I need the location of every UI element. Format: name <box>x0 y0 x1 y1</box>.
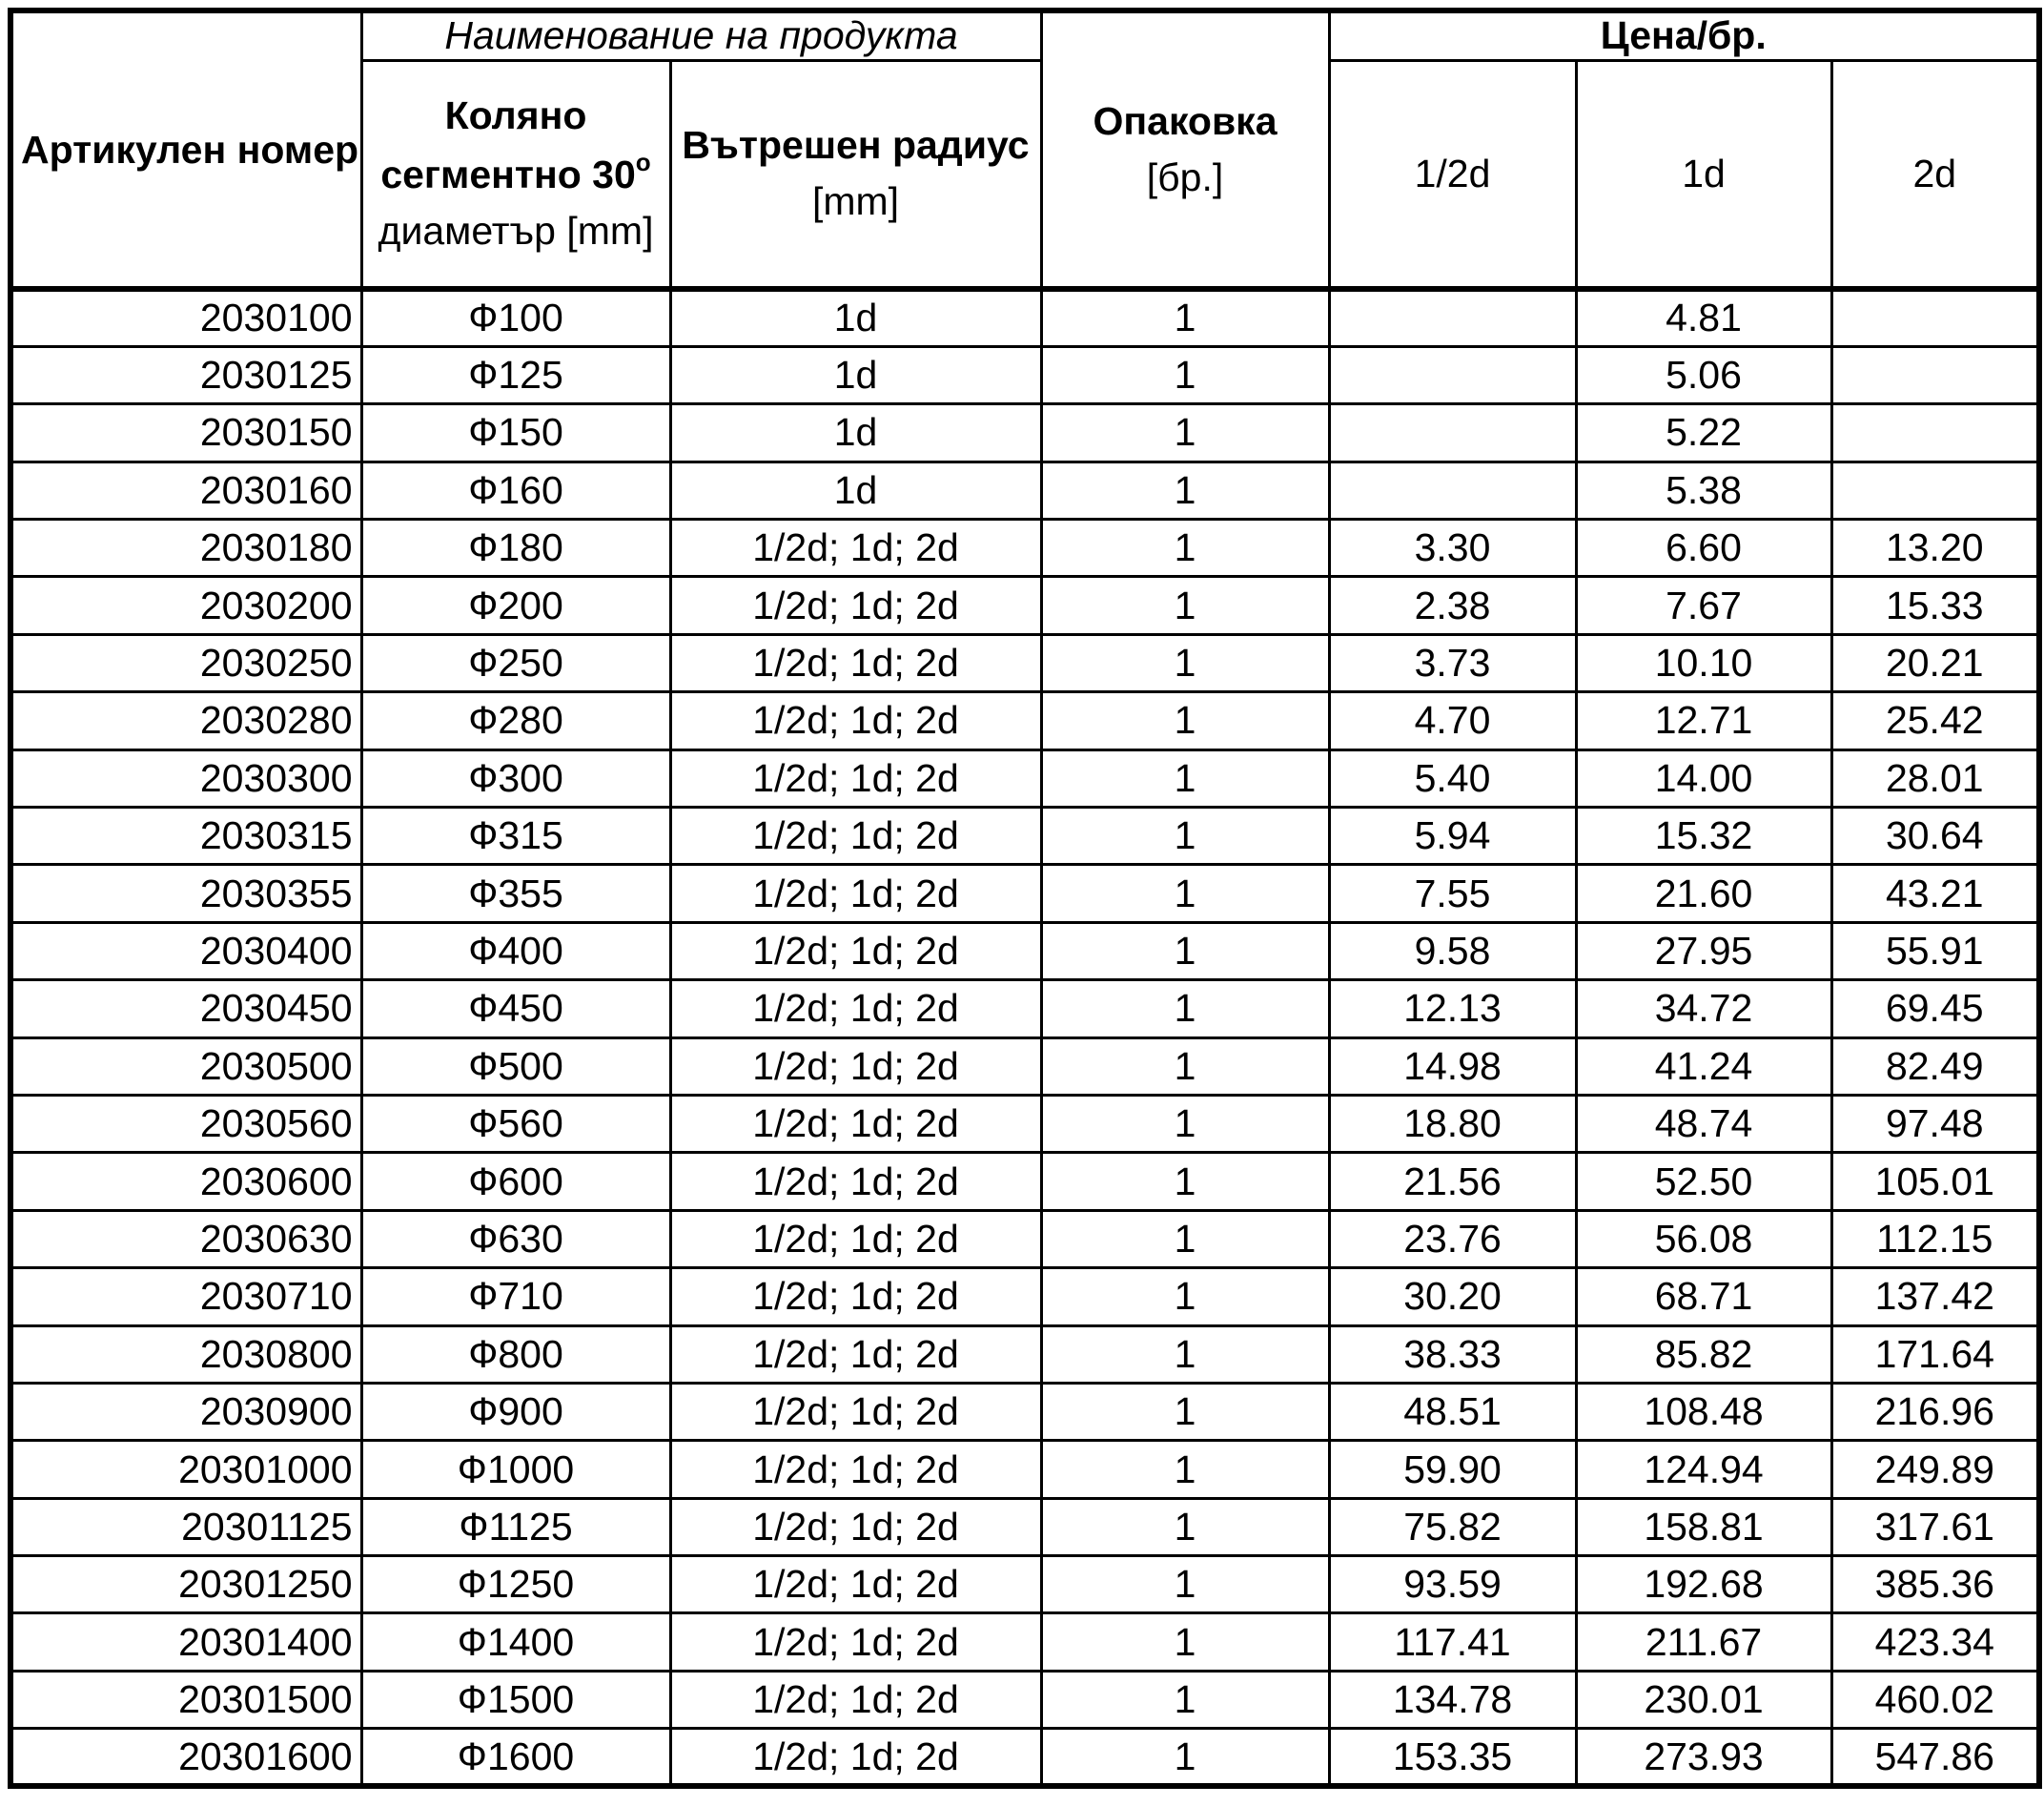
cell-article-number: 2030315 <box>10 808 361 865</box>
cell-price-2d <box>1831 462 2039 519</box>
cell-price-1d: 192.68 <box>1576 1556 1831 1613</box>
cell-price-2d: 69.45 <box>1831 980 2039 1037</box>
cell-diameter: Ф250 <box>361 634 670 691</box>
table-row <box>10 980 2039 1037</box>
cell-article-number: 20301000 <box>10 1441 361 1498</box>
cell-diameter: Ф450 <box>361 980 670 1037</box>
cell-inner-radius: 1d <box>670 289 1041 346</box>
cell-diameter: Ф200 <box>361 577 670 634</box>
cell-diameter: Ф400 <box>361 922 670 979</box>
cell-article-number: 2030710 <box>10 1268 361 1325</box>
cell-price-half-d: 38.33 <box>1329 1325 1576 1383</box>
cell-inner-radius: 1/2d; 1d; 2d <box>670 520 1041 577</box>
cell-diameter: Ф500 <box>361 1037 670 1095</box>
cell-price-1d: 6.60 <box>1576 520 1831 577</box>
cell-package: 1 <box>1041 865 1329 922</box>
cell-inner-radius: 1/2d; 1d; 2d <box>670 1210 1041 1267</box>
cell-diameter: Ф630 <box>361 1210 670 1267</box>
cell-diameter: Ф315 <box>361 808 670 865</box>
cell-price-2d: 13.20 <box>1831 520 2039 577</box>
cell-price-half-d <box>1329 289 1576 346</box>
header-product-name: Наименование на продукта <box>361 10 1041 60</box>
cell-price-1d: 27.95 <box>1576 922 1831 979</box>
cell-diameter: Ф150 <box>361 404 670 462</box>
header-price-1d: 1d <box>1576 60 1831 289</box>
cell-price-1d: 21.60 <box>1576 865 1831 922</box>
cell-price-2d: 30.64 <box>1831 808 2039 865</box>
cell-package: 1 <box>1041 1556 1329 1613</box>
cell-price-2d: 317.61 <box>1831 1498 2039 1555</box>
cell-inner-radius: 1/2d; 1d; 2d <box>670 1729 1041 1786</box>
cell-inner-radius: 1/2d; 1d; 2d <box>670 808 1041 865</box>
cell-article-number: 2030800 <box>10 1325 361 1383</box>
table-row <box>10 1153 2039 1210</box>
cell-price-2d: 547.86 <box>1831 1729 2039 1786</box>
table-row <box>10 1441 2039 1498</box>
cell-package: 1 <box>1041 1613 1329 1671</box>
header-price-per-piece: Цена/бр. <box>1329 10 2039 60</box>
cell-article-number: 2030450 <box>10 980 361 1037</box>
cell-inner-radius: 1/2d; 1d; 2d <box>670 1153 1041 1210</box>
cell-article-number: 2030300 <box>10 749 361 807</box>
table-row <box>10 922 2039 979</box>
table-row <box>10 1556 2039 1613</box>
cell-price-2d: 137.42 <box>1831 1268 2039 1325</box>
header-elbow-diameter <box>361 60 670 289</box>
cell-package: 1 <box>1041 808 1329 865</box>
cell-price-1d: 158.81 <box>1576 1498 1831 1555</box>
cell-price-2d: 20.21 <box>1831 634 2039 691</box>
cell-article-number: 2030160 <box>10 462 361 519</box>
cell-package: 1 <box>1041 346 1329 403</box>
cell-article-number: 2030200 <box>10 577 361 634</box>
cell-price-1d: 5.06 <box>1576 346 1831 403</box>
cell-diameter: Ф300 <box>361 749 670 807</box>
table-row <box>10 1383 2039 1440</box>
cell-diameter: Ф600 <box>361 1153 670 1210</box>
cell-package: 1 <box>1041 1268 1329 1325</box>
cell-diameter: Ф355 <box>361 865 670 922</box>
header-package-unit: [бр.] <box>1146 155 1224 199</box>
cell-inner-radius: 1/2d; 1d; 2d <box>670 922 1041 979</box>
cell-article-number: 2030600 <box>10 1153 361 1210</box>
cell-package: 1 <box>1041 692 1329 749</box>
cell-price-half-d: 93.59 <box>1329 1556 1576 1613</box>
table-row <box>10 289 2039 346</box>
table-row <box>10 1268 2039 1325</box>
price-table <box>8 8 2042 1789</box>
cell-inner-radius: 1d <box>670 462 1041 519</box>
header-elbow-label: Коляно <box>444 93 587 138</box>
header-package <box>1041 10 1329 289</box>
cell-article-number: 2030280 <box>10 692 361 749</box>
header-inner-radius-unit: [mm] <box>811 179 900 224</box>
cell-inner-radius: 1d <box>670 404 1041 462</box>
cell-price-2d: 55.91 <box>1831 922 2039 979</box>
table-row <box>10 1498 2039 1555</box>
cell-article-number: 2030630 <box>10 1210 361 1267</box>
cell-price-half-d: 48.51 <box>1329 1383 1576 1440</box>
cell-diameter: Ф1400 <box>361 1613 670 1671</box>
header-elbow-diameter-unit: диаметър [mm] <box>378 208 654 253</box>
table-row <box>10 865 2039 922</box>
cell-package: 1 <box>1041 1729 1329 1786</box>
cell-package: 1 <box>1041 1325 1329 1383</box>
cell-article-number: 2030150 <box>10 404 361 462</box>
cell-diameter: Ф280 <box>361 692 670 749</box>
cell-price-half-d: 21.56 <box>1329 1153 1576 1210</box>
table-body <box>10 289 2039 1786</box>
cell-price-1d: 56.08 <box>1576 1210 1831 1267</box>
cell-diameter: Ф800 <box>361 1325 670 1383</box>
cell-diameter: Ф1250 <box>361 1556 670 1613</box>
table-row <box>10 1037 2039 1095</box>
header-package-label: Опаковка <box>1093 98 1278 143</box>
cell-price-2d: 105.01 <box>1831 1153 2039 1210</box>
cell-price-2d: 25.42 <box>1831 692 2039 749</box>
cell-article-number: 2030560 <box>10 1095 361 1152</box>
cell-price-2d: 82.49 <box>1831 1037 2039 1095</box>
table-row <box>10 520 2039 577</box>
cell-inner-radius: 1/2d; 1d; 2d <box>670 1095 1041 1152</box>
cell-price-1d: 5.38 <box>1576 462 1831 519</box>
cell-diameter: Ф125 <box>361 346 670 403</box>
cell-diameter: Ф900 <box>361 1383 670 1440</box>
table-row <box>10 692 2039 749</box>
header-elbow-segment-text: сегментно 30 <box>380 152 636 196</box>
cell-inner-radius: 1/2d; 1d; 2d <box>670 1556 1041 1613</box>
cell-inner-radius: 1/2d; 1d; 2d <box>670 1441 1041 1498</box>
cell-article-number: 20301250 <box>10 1556 361 1613</box>
cell-price-1d: 230.01 <box>1576 1671 1831 1728</box>
table-header <box>10 10 2039 289</box>
cell-diameter: Ф1600 <box>361 1729 670 1786</box>
cell-diameter: Ф1000 <box>361 1441 670 1498</box>
cell-package: 1 <box>1041 520 1329 577</box>
table-row <box>10 1210 2039 1267</box>
cell-inner-radius: 1/2d; 1d; 2d <box>670 1383 1041 1440</box>
cell-price-half-d: 23.76 <box>1329 1210 1576 1267</box>
cell-price-half-d: 9.58 <box>1329 922 1576 979</box>
cell-package: 1 <box>1041 1037 1329 1095</box>
cell-inner-radius: 1/2d; 1d; 2d <box>670 1037 1041 1095</box>
cell-price-2d: 423.34 <box>1831 1613 2039 1671</box>
cell-price-1d: 41.24 <box>1576 1037 1831 1095</box>
cell-inner-radius: 1/2d; 1d; 2d <box>670 577 1041 634</box>
cell-inner-radius: 1/2d; 1d; 2d <box>670 1325 1041 1383</box>
cell-diameter: Ф1125 <box>361 1498 670 1555</box>
cell-price-half-d: 153.35 <box>1329 1729 1576 1786</box>
cell-inner-radius: 1/2d; 1d; 2d <box>670 1613 1041 1671</box>
cell-price-half-d: 2.38 <box>1329 577 1576 634</box>
header-article-number: Артикулен номер <box>10 10 361 289</box>
cell-diameter: Ф180 <box>361 520 670 577</box>
cell-price-2d: 249.89 <box>1831 1441 2039 1498</box>
cell-article-number: 2030180 <box>10 520 361 577</box>
cell-inner-radius: 1/2d; 1d; 2d <box>670 980 1041 1037</box>
cell-package: 1 <box>1041 404 1329 462</box>
table-row <box>10 346 2039 403</box>
cell-price-1d: 108.48 <box>1576 1383 1831 1440</box>
table-row <box>10 1729 2039 1786</box>
cell-price-half-d <box>1329 404 1576 462</box>
cell-price-2d: 460.02 <box>1831 1671 2039 1728</box>
cell-package: 1 <box>1041 1153 1329 1210</box>
cell-package: 1 <box>1041 462 1329 519</box>
cell-diameter: Ф710 <box>361 1268 670 1325</box>
cell-article-number: 2030125 <box>10 346 361 403</box>
header-elbow-segment <box>371 145 662 203</box>
cell-price-1d: 48.74 <box>1576 1095 1831 1152</box>
cell-article-number: 20301400 <box>10 1613 361 1671</box>
cell-price-half-d: 30.20 <box>1329 1268 1576 1325</box>
cell-price-2d: 97.48 <box>1831 1095 2039 1152</box>
cell-article-number: 2030500 <box>10 1037 361 1095</box>
cell-article-number: 2030900 <box>10 1383 361 1440</box>
cell-diameter: Ф100 <box>361 289 670 346</box>
cell-price-2d: 216.96 <box>1831 1383 2039 1440</box>
table-row <box>10 808 2039 865</box>
cell-package: 1 <box>1041 1383 1329 1440</box>
cell-price-1d: 52.50 <box>1576 1153 1831 1210</box>
cell-price-1d: 15.32 <box>1576 808 1831 865</box>
cell-inner-radius: 1/2d; 1d; 2d <box>670 1268 1041 1325</box>
cell-price-2d: 43.21 <box>1831 865 2039 922</box>
cell-price-1d: 4.81 <box>1576 289 1831 346</box>
cell-article-number: 2030250 <box>10 634 361 691</box>
cell-diameter: Ф560 <box>361 1095 670 1152</box>
cell-inner-radius: 1/2d; 1d; 2d <box>670 692 1041 749</box>
cell-price-1d: 68.71 <box>1576 1268 1831 1325</box>
header-inner-radius-label: Вътрешен радиус <box>682 122 1030 167</box>
header-price-half-d: 1/2d <box>1329 60 1576 289</box>
cell-price-2d <box>1831 346 2039 403</box>
cell-price-half-d <box>1329 462 1576 519</box>
cell-price-2d: 112.15 <box>1831 1210 2039 1267</box>
cell-price-1d: 7.67 <box>1576 577 1831 634</box>
cell-price-2d: 385.36 <box>1831 1556 2039 1613</box>
cell-price-half-d: 75.82 <box>1329 1498 1576 1555</box>
header-inner-radius <box>670 60 1041 289</box>
cell-article-number: 2030355 <box>10 865 361 922</box>
cell-price-2d: 171.64 <box>1831 1325 2039 1383</box>
cell-price-half-d: 4.70 <box>1329 692 1576 749</box>
cell-price-half-d: 7.55 <box>1329 865 1576 922</box>
cell-price-half-d: 59.90 <box>1329 1441 1576 1498</box>
cell-price-half-d: 5.94 <box>1329 808 1576 865</box>
cell-price-half-d <box>1329 346 1576 403</box>
cell-diameter: Ф1500 <box>361 1671 670 1728</box>
cell-price-half-d: 12.13 <box>1329 980 1576 1037</box>
cell-article-number: 2030100 <box>10 289 361 346</box>
table-row <box>10 462 2039 519</box>
cell-price-half-d: 3.30 <box>1329 520 1576 577</box>
cell-inner-radius: 1/2d; 1d; 2d <box>670 1498 1041 1555</box>
cell-article-number: 20301125 <box>10 1498 361 1555</box>
cell-package: 1 <box>1041 1210 1329 1267</box>
cell-inner-radius: 1/2d; 1d; 2d <box>670 749 1041 807</box>
table-row <box>10 749 2039 807</box>
cell-diameter: Ф160 <box>361 462 670 519</box>
cell-article-number: 2030400 <box>10 922 361 979</box>
cell-package: 1 <box>1041 577 1329 634</box>
table-row <box>10 1613 2039 1671</box>
cell-package: 1 <box>1041 1441 1329 1498</box>
cell-inner-radius: 1/2d; 1d; 2d <box>670 1671 1041 1728</box>
cell-package: 1 <box>1041 1671 1329 1728</box>
header-price-2d: 2d <box>1831 60 2039 289</box>
cell-price-1d: 10.10 <box>1576 634 1831 691</box>
table-row <box>10 634 2039 691</box>
cell-price-1d: 85.82 <box>1576 1325 1831 1383</box>
table-row <box>10 1095 2039 1152</box>
cell-package: 1 <box>1041 922 1329 979</box>
cell-price-half-d: 5.40 <box>1329 749 1576 807</box>
cell-price-2d <box>1831 404 2039 462</box>
cell-price-1d: 34.72 <box>1576 980 1831 1037</box>
degree-symbol: o <box>635 147 651 176</box>
table-row <box>10 1325 2039 1383</box>
cell-inner-radius: 1/2d; 1d; 2d <box>670 865 1041 922</box>
table-row <box>10 577 2039 634</box>
cell-package: 1 <box>1041 1095 1329 1152</box>
cell-inner-radius: 1/2d; 1d; 2d <box>670 634 1041 691</box>
cell-package: 1 <box>1041 749 1329 807</box>
cell-price-1d: 12.71 <box>1576 692 1831 749</box>
cell-inner-radius: 1d <box>670 346 1041 403</box>
cell-package: 1 <box>1041 980 1329 1037</box>
cell-price-1d: 211.67 <box>1576 1613 1831 1671</box>
cell-price-half-d: 3.73 <box>1329 634 1576 691</box>
cell-price-2d <box>1831 289 2039 346</box>
cell-price-half-d: 134.78 <box>1329 1671 1576 1728</box>
cell-price-1d: 5.22 <box>1576 404 1831 462</box>
table-row <box>10 404 2039 462</box>
cell-price-half-d: 18.80 <box>1329 1095 1576 1152</box>
cell-price-half-d: 117.41 <box>1329 1613 1576 1671</box>
cell-price-1d: 124.94 <box>1576 1441 1831 1498</box>
table-row <box>10 1671 2039 1728</box>
cell-price-1d: 14.00 <box>1576 749 1831 807</box>
cell-article-number: 20301500 <box>10 1671 361 1728</box>
cell-package: 1 <box>1041 289 1329 346</box>
cell-package: 1 <box>1041 634 1329 691</box>
cell-price-half-d: 14.98 <box>1329 1037 1576 1095</box>
cell-price-2d: 28.01 <box>1831 749 2039 807</box>
cell-package: 1 <box>1041 1498 1329 1555</box>
cell-price-1d: 273.93 <box>1576 1729 1831 1786</box>
cell-article-number: 20301600 <box>10 1729 361 1786</box>
cell-price-2d: 15.33 <box>1831 577 2039 634</box>
